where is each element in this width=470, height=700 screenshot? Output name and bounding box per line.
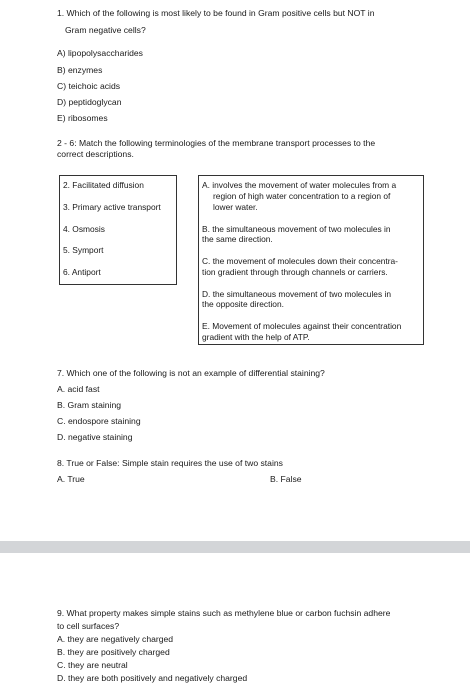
terms-box — [59, 175, 177, 285]
page-divider — [0, 541, 470, 553]
description-a-line3: lower water. — [213, 202, 258, 212]
question-9-text-line2: to cell surfaces? — [57, 621, 120, 631]
descriptions-box — [198, 175, 424, 345]
q9-option-d: D. they are both positively and negatively charged — [57, 673, 248, 683]
description-a-line2: region of high water concentration to a region of — [213, 191, 391, 201]
description-b-line2: the same direction. — [202, 234, 273, 244]
question-1-text-line2: Gram negative cells? — [65, 25, 146, 35]
question-9-text-line1: 9. What property makes simple stains such as methylene blue or carbon fuchsin adhere — [57, 608, 391, 618]
question-2-6-text-line2: correct descriptions. — [57, 149, 134, 159]
q1-option-c: C) teichoic acids — [57, 81, 121, 91]
term-5: 5. Symport — [63, 245, 104, 255]
q9-option-b: B. they are positively charged — [57, 647, 170, 657]
term-6: 6. Antiport — [63, 267, 101, 277]
description-d-line2: the opposite direction. — [202, 299, 284, 309]
q9-option-c: C. they are neutral — [57, 660, 128, 670]
q7-option-d: D. negative staining — [57, 432, 133, 442]
description-a-line1: A. involves the movement of water molecules from a — [202, 180, 397, 190]
q1-option-e: E) ribosomes — [57, 113, 108, 123]
q8-option-a: A. True — [57, 474, 85, 484]
q7-option-c: C. endospore staining — [57, 416, 141, 426]
term-3: 3. Primary active transport — [63, 202, 161, 212]
term-2: 2. Facilitated diffusion — [63, 180, 144, 190]
q9-option-a: A. they are negatively charged — [57, 634, 174, 644]
question-8-text: 8. True or False: Simple stain requires the use of two stains — [57, 458, 283, 468]
q1-option-b: B) enzymes — [57, 65, 103, 75]
question-2-6-text-line1: 2 - 6: Match the following terminologies of the membrane transport processes to the — [57, 138, 376, 148]
term-4: 4. Osmosis — [63, 224, 105, 234]
description-e-line2: gradient with the help of ATP. — [202, 332, 310, 342]
question-1-text-line1: 1. Which of the following is most likely to be found in Gram positive cells but NOT in — [57, 8, 375, 18]
question-7-text: 7. Which one of the following is not an example of differential staining? — [57, 368, 325, 378]
q7-option-a: A. acid fast — [57, 384, 100, 394]
description-c-line2: tion gradient through through channels or carriers. — [202, 267, 388, 277]
description-e-line1: E. Movement of molecules against their concentration — [202, 321, 402, 331]
description-d-line1: D. the simultaneous movement of two molecules in — [202, 289, 391, 299]
q7-option-b: B. Gram staining — [57, 400, 121, 410]
description-b-line1: B. the simultaneous movement of two molecules in — [202, 224, 391, 234]
description-c-line1: C. the movement of molecules down their concentra- — [202, 256, 398, 266]
q1-option-d: D) peptidoglycan — [57, 97, 122, 107]
q8-option-b: B. False — [270, 474, 302, 484]
q1-option-a: A) lipopolysaccharides — [57, 48, 143, 58]
